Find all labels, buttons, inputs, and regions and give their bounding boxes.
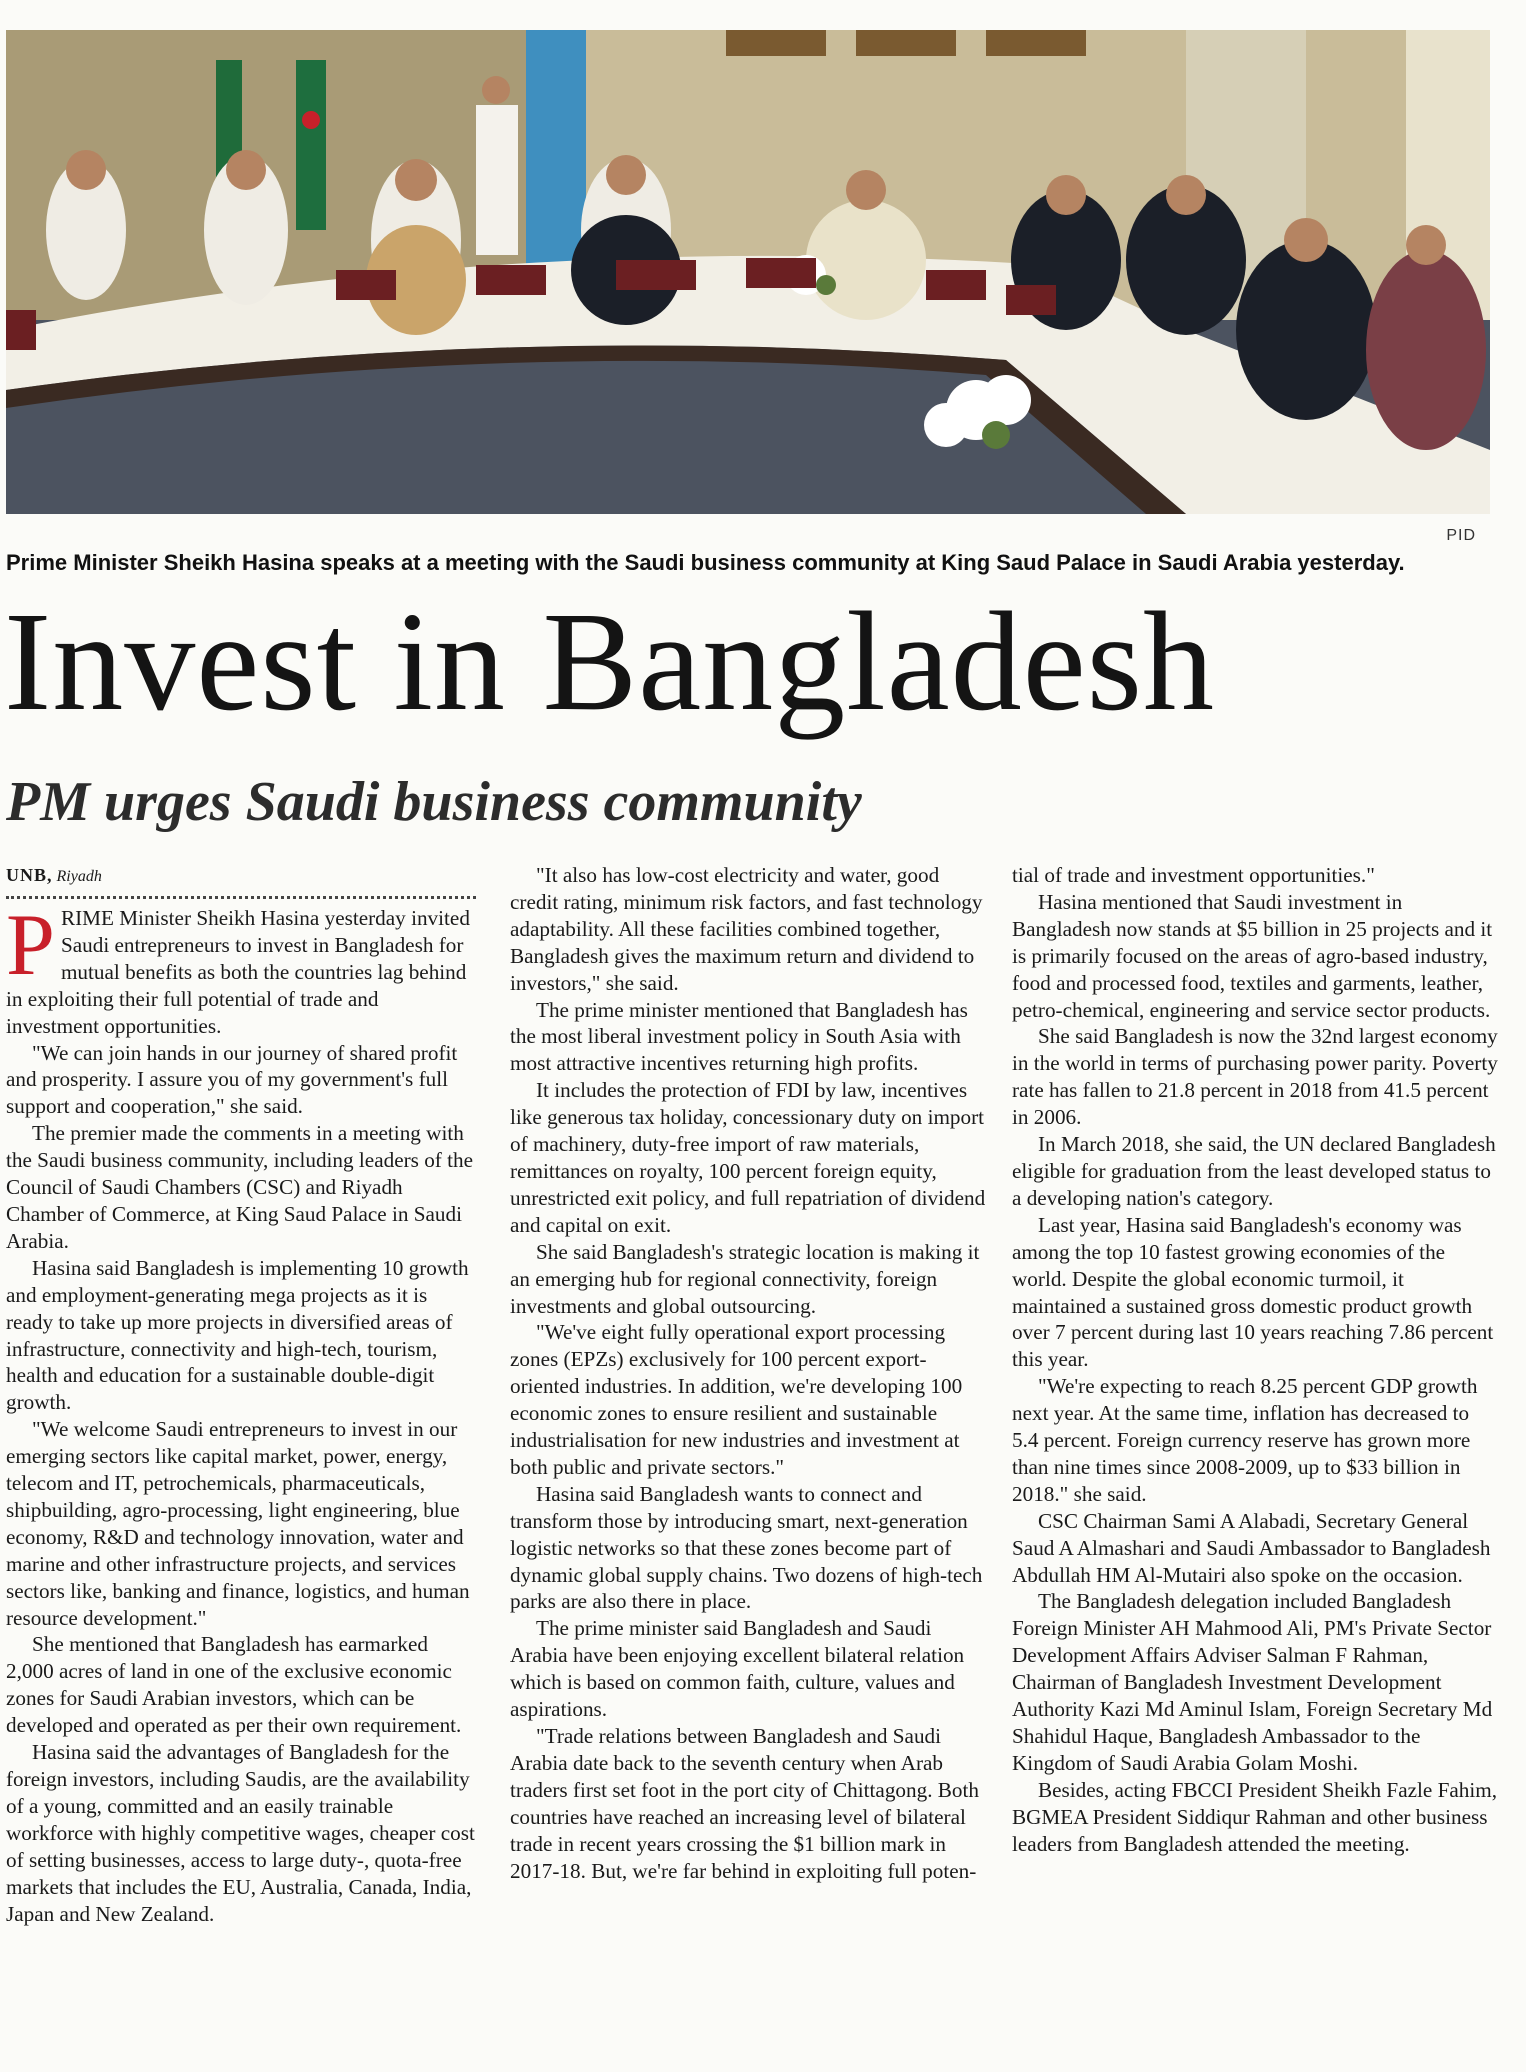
paragraph: The Bangladesh delegation included Bangladesh Foreign Minister AH Mahmood Ali, PM's Private Sector Development Affairs Adviser Salman F Rahman, Chairman of Bangladesh Investment Development Authority Kazi Md Aminul Islam, Foreign Secretary Md Shahidul Haque, Bangladesh Ambassador to the Kingdom of Saudi Arabia Golam Moshi. <box>1012 1589 1493 1775</box>
paragraph: "We can join hands in our journey of shared profit and prosperity. I assure you of my government's full support and cooperation," she said. <box>6 1040 458 1119</box>
paragraph: "We're expecting to reach 8.25 percent GDP growth next year. At the same time, inflation has decreased to 5.4 percent. Foreign currency reserve has grown more than nine times since 2008-2009, up to $33 billion in 2018." she said. <box>1012 1374 1478 1506</box>
byline-place: Riyadh <box>56 868 102 885</box>
paragraph: She mentioned that Bangladesh has earmarked 2,000 acres of land in one of the exclusive economic zones for Saudi Arabian investors, which can be developed and operated as per their own requirement. <box>6 1632 462 1738</box>
paragraph: The prime minister said Bangladesh and Saudi Arabia have been enjoying excellent bilateral relation which is based on common faith, culture, values and aspirations. <box>510 1616 965 1722</box>
paragraph: CSC Chairman Sami A Alabadi, Secretary General Saud A Almashari and Saudi Ambassador to Bangladesh Abdullah HM Al-Mutairi also spoke on the occasion. <box>1012 1508 1491 1587</box>
paragraph: The prime minister mentioned that Bangladesh has the most liberal investment policy in South Asia with most attractive incentives returning high profits. <box>510 997 968 1076</box>
paragraph: "We've eight fully operational export processing zones (EPZs) exclusively for 100 percent export-oriented industries. In addition, we're developing 100 economic zones to ensure resilient and sustainable industrialisation for new industries and investment at both public and private sectors." <box>510 1320 963 1479</box>
paragraph: Hasina said Bangladesh wants to connect and transform those by introducing smart, next-generation logistic networks so that these zones become part of dynamic global supply chains. Two dozens of high-tech parks are also there in place. <box>510 1481 983 1614</box>
lead-text: Minister Sheikh Hasina yesterday invited Saudi entrepreneurs to invest in Bangladesh for mutual benefits as both the countries lag behind in exploiting their full potential of trade and investment opportunities. <box>6 906 470 1038</box>
subheadline: PM urges Saudi business community <box>6 771 862 833</box>
paragraph: "We welcome Saudi entrepreneurs to invest in our emerging sectors like capital market, power, energy, telecom and IT, petrochemicals, pharmaceuticals, shipbuilding, agro-processing, light engineering, blue economy, R&D and technology innovation, water and marine and other infrastructure projects, and services sectors like, banking and finance, logistics, and human resource development." <box>6 1417 470 1630</box>
byline <box>6 862 476 890</box>
drop-cap: P <box>6 897 55 994</box>
lead-first-word: RIME <box>60 906 114 930</box>
paragraph: The premier made the comments in a meeting with the Saudi business community, including leaders of the Council of Saudi Chambers (CSC) and Riyadh Chamber of Commerce, at King Saud Palace in Saudi Arabia. <box>6 1121 474 1253</box>
paragraph: Besides, acting FBCCI President Sheikh Fazle Fahim, BGMEA President Siddiqur Rahman and other business leaders from Bangladesh attended the meeting. <box>1012 1777 1498 1856</box>
byline-divider <box>6 896 476 899</box>
paragraph: Hasina said the advantages of Bangladesh for the foreign investors, including Saudis, are the availability of a young, committed and an easily trainable workforce with highly competitive wages, cheaper cost of setting businesses, access to large duty-, quota-free markets that includes the EU, Australia, Canada, India, Japan and New Zealand. <box>6 1740 475 1926</box>
paragraph: "Trade relations between Bangladesh and Saudi Arabia date back to the seventh century when Arab traders first set foot in the port city of Chittagong. Both countries have reached an increasing level of bilateral trade in recent years crossing the $1 billion mark in 2017-18. But, we're far behind in exploiting full poten- <box>510 1724 979 1883</box>
paragraph: She said Bangladesh's strategic location is making it an emerging hub for regional connectivity, foreign investments and global outsourcing. <box>510 1239 980 1318</box>
article-column-2 <box>510 862 988 1884</box>
paragraph: "It also has low-cost electricity and water, good credit rating, minimum risk factors, and fast technology adaptability. All these facilities combined together, Bangladesh gives the maximum return and dividend to investors," she said. <box>510 863 983 995</box>
headline: Invest in Bangladesh <box>4 582 1215 740</box>
paragraph: In March 2018, she said, the UN declared Bangladesh eligible for graduation from the least developed status to a developing nation's category. <box>1012 1132 1496 1210</box>
meeting-photo-illustration <box>6 30 1490 514</box>
paragraph: Last year, Hasina said Bangladesh's economy was among the top 10 fastest growing economies of the world. Despite the global economic turmoil, it maintained a sustained gross domestic product growth over 7 percent during last 10 years reaching 7.86 percent this year. <box>1012 1212 1494 1372</box>
photo-credit: PID <box>1446 527 1476 544</box>
column-3-body <box>1012 889 1498 1858</box>
paragraph: Hasina mentioned that Saudi investment in Bangladesh now stands at $5 billion in 25 projects and it is primarily focused on the areas of agro-based industry, food and processed food, textiles and garments, leather, petro-chemical, engineering and service sector products. <box>1012 889 1493 1022</box>
paragraph: It includes the protection of FDI by law, incentives like generous tax holiday, concessionary duty on import of machinery, duty-free import of raw materials, remittances on royalty, 100 percent foreign equity, unrestricted exit policy, and full repatriation of dividend and capital on exit. <box>510 1078 986 1237</box>
column-3-continuation: tial of trade and investment opportunities." <box>1012 863 1375 887</box>
column-1-body <box>6 1040 476 1928</box>
article-column-1 <box>6 862 476 1927</box>
paragraph: She said Bangladesh is now the 32nd largest economy in the world in terms of purchasing power parity. Poverty rate has fallen to 21.8 percent in 2018 from 41.5 percent in 2006. <box>1012 1024 1498 1130</box>
article-column-3 <box>1012 862 1498 1858</box>
news-photo <box>6 30 1490 514</box>
column-2-body <box>510 862 988 1884</box>
byline-agency: UNB, <box>6 865 53 885</box>
paragraph: Hasina said Bangladesh is implementing 10 growth and employment-generating mega projects as it is ready to take up more projects in diversified areas of infrastructure, connectivity and high-tech, tourism, health and education for a sustainable double-digit growth. <box>6 1255 469 1415</box>
photo-caption: Prime Minister Sheikh Hasina speaks at a meeting with the Saudi business community at King Saud Palace in Saudi Arabia yesterday. <box>6 550 1405 575</box>
lead-paragraph <box>6 897 476 1040</box>
